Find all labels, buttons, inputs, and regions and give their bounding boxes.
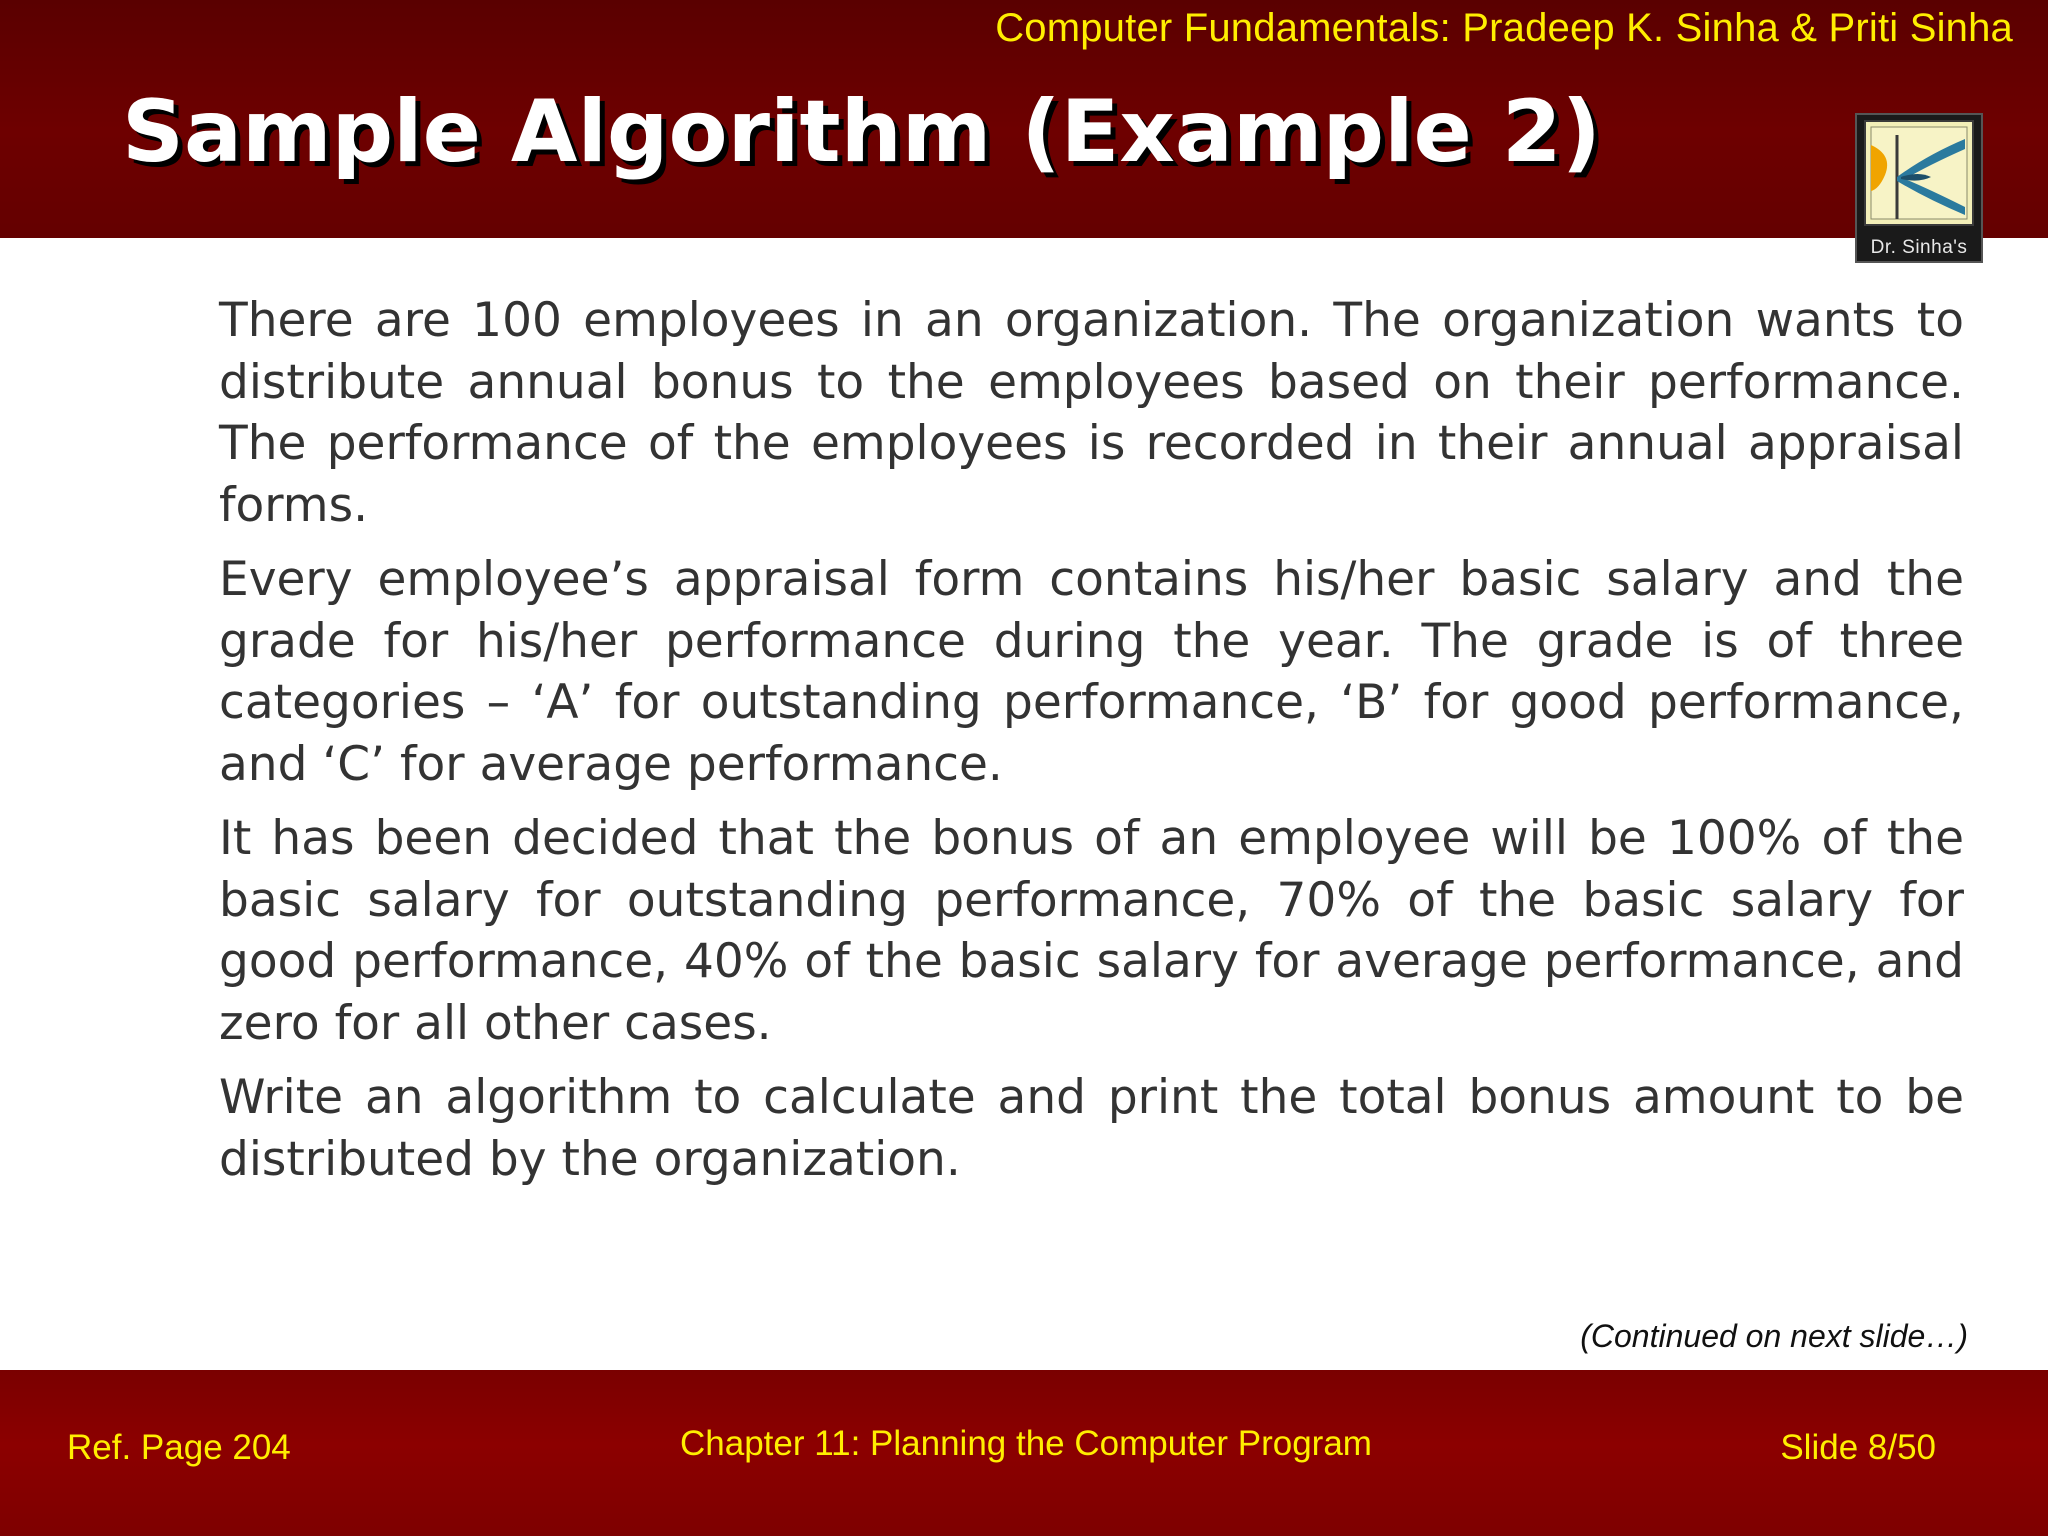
- continued-note: (Continued on next slide…): [1580, 1318, 1968, 1354]
- ref-page: Ref. Page 204: [67, 1428, 291, 1467]
- chapter-title: Chapter 11: Planning the Computer Program: [680, 1424, 1372, 1463]
- paragraph-bonus-rules: It has been decided that the bonus of an employee will be 100% of the basic salary for outstanding performance, 70% of the basic salary for good performance, 40% of the basic salary for average performance, and zero for all other cases.: [219, 811, 1964, 1051]
- book-title: Computer Fundamentals: Pradeep K. Sinha & Priti Sinha: [995, 6, 2013, 50]
- author-logo: [1855, 113, 1983, 263]
- slide-number: Slide 8/50: [1780, 1428, 1936, 1467]
- slide-title: Sample Algorithm (Example 2): [122, 82, 1601, 182]
- slide-body: [219, 290, 1964, 1203]
- logo-caption: Dr. Sinha's: [1870, 237, 1968, 258]
- paragraph-appraisal-grades: Every employee’s appraisal form contains his/her basic salary and the grade for his/her performance during the year. The grade is of three categories – ‘A’ for outstanding performance, ‘B’ for good performance, and ‘C’ for average performance.: [219, 552, 1964, 792]
- paragraph-problem-intro: There are 100 employees in an organization. The organization wants to distribute annual bonus to the employees based on their performance. The performance of the employees is recorded in their annual appraisal forms.: [219, 293, 1964, 533]
- paragraph-task: Write an algorithm to calculate and print the total bonus amount to be distributed by the organization.: [219, 1070, 1964, 1187]
- logo-emblem-icon: [1857, 115, 1981, 235]
